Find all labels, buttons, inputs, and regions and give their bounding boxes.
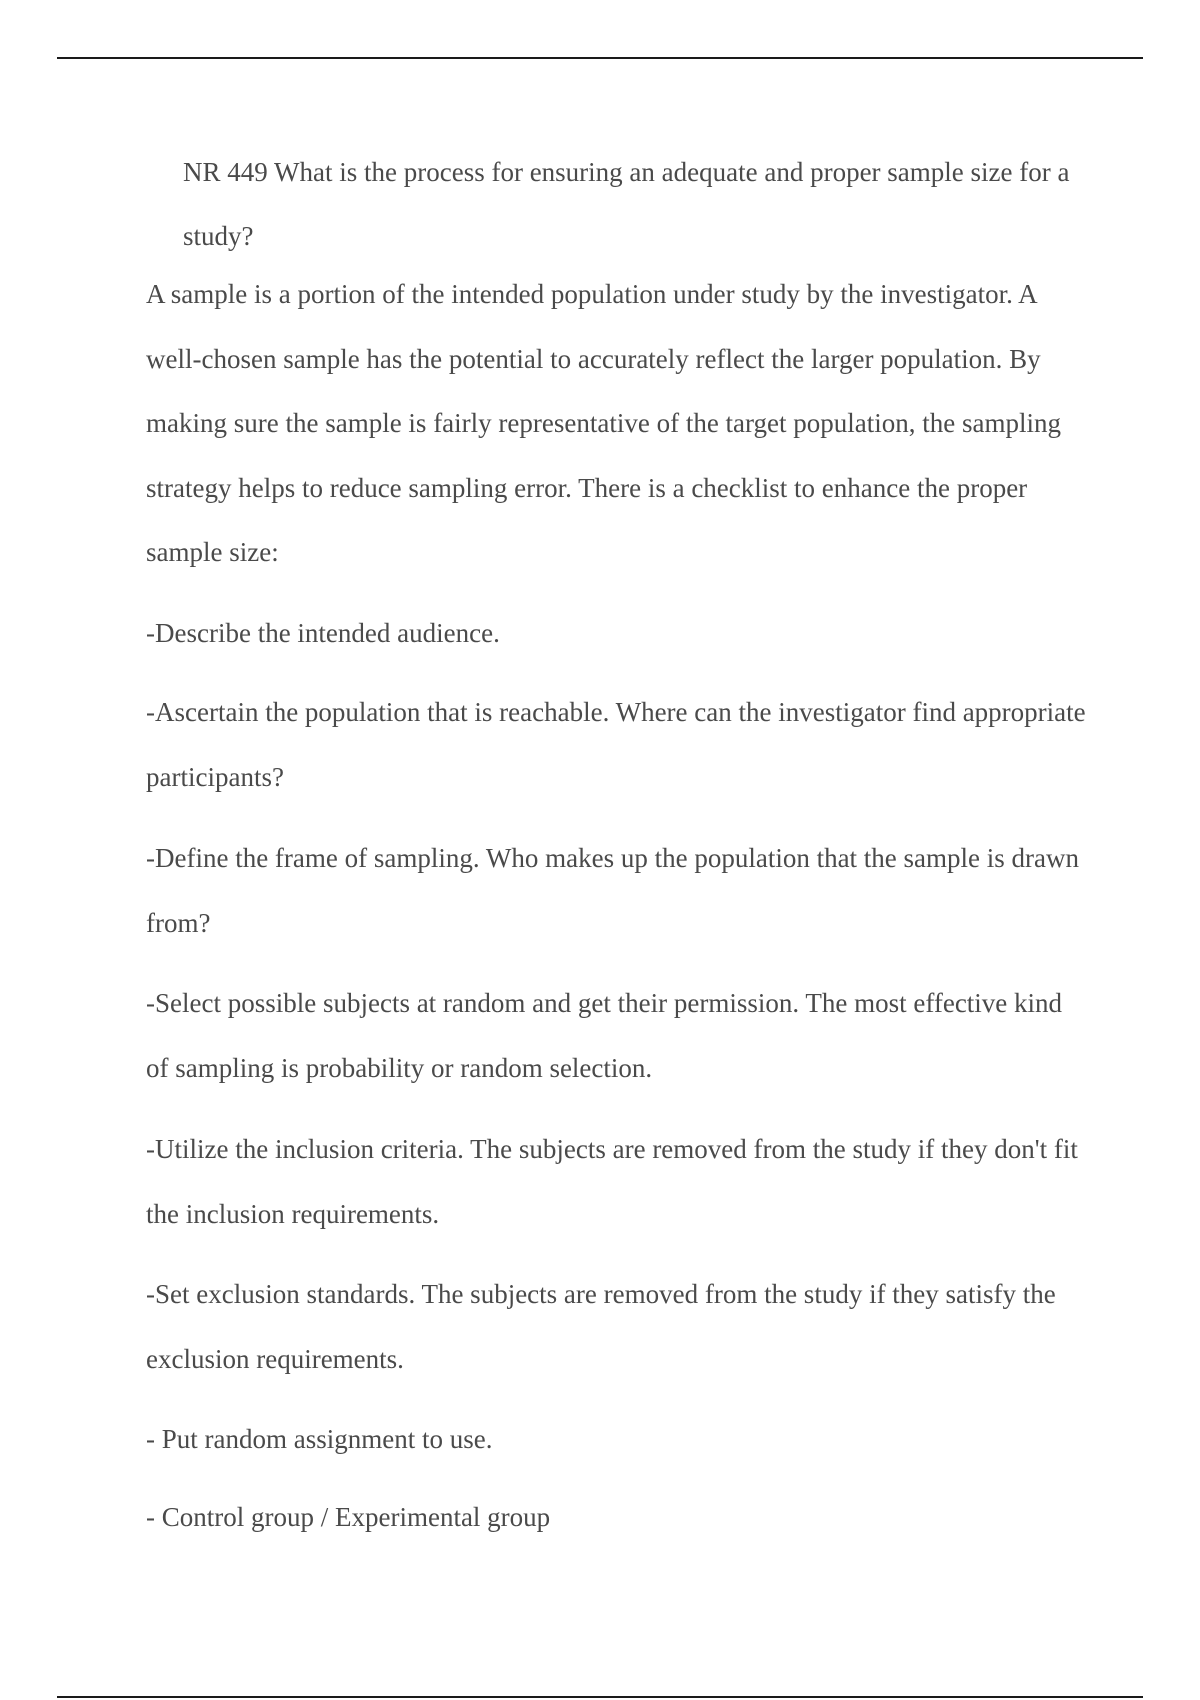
bottom-divider	[57, 1696, 1143, 1698]
checklist-item: -Describe the intended audience.	[146, 618, 500, 648]
checklist-item: -Define the frame of sampling. Who makes up the population that the sample is drawn from?	[146, 843, 1080, 938]
intro-paragraph: A sample is a portion of the intended population under study by the investigator. A well-chosen sample has the potential to accurately reflect the larger population. By making sure the sample is fairly representative of the target population, the sampling strategy helps to reduce sampling error. There is a checklist to enhance the proper sample size:	[146, 279, 1061, 567]
checklist-item: -Utilize the inclusion criteria. The subjects are removed from the study if they don't fit the inclusion requirements.	[146, 1134, 1078, 1229]
checklist-item: -Set exclusion standards. The subjects are removed from the study if they satisfy the exclusion requirements.	[146, 1279, 1056, 1374]
question-heading: NR 449 What is the process for ensuring an adequate and proper sample size for a study?	[183, 157, 1070, 251]
checklist-item: - Control group / Experimental group	[146, 1502, 551, 1532]
checklist-item: - Put random assignment to use.	[146, 1424, 493, 1454]
checklist-item: -Select possible subjects at random and get their permission. The most effective kind of sampling is probability or random selection.	[146, 988, 1063, 1083]
checklist-item: -Ascertain the population that is reachable. Where can the investigator find appropriate participants?	[146, 697, 1086, 792]
